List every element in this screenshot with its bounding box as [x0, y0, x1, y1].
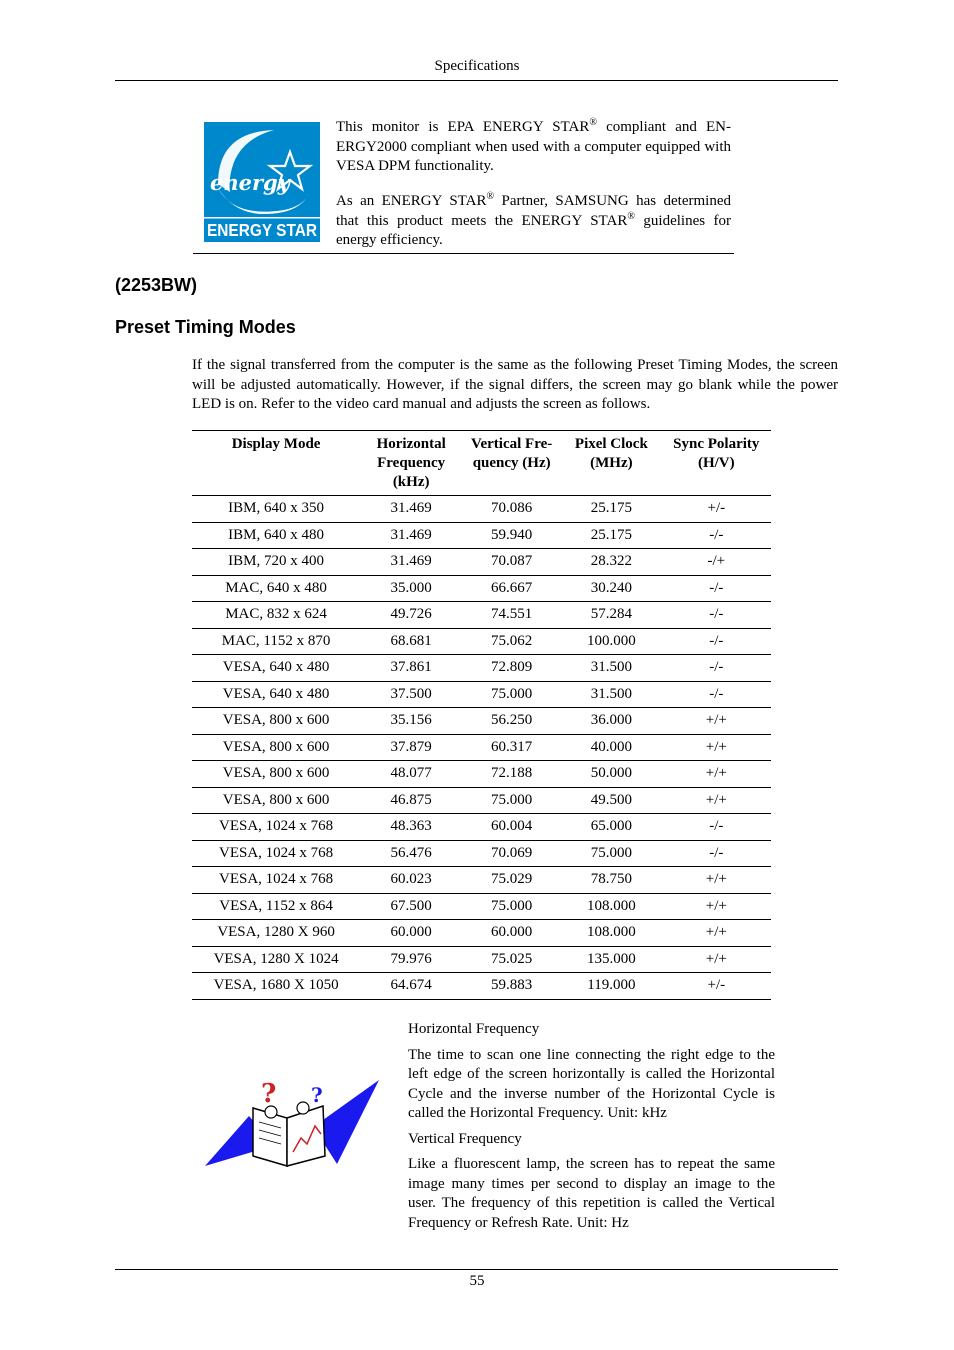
cell-vertical-frequency: 70.086: [462, 496, 561, 523]
cell-pixel-clock: 50.000: [561, 761, 661, 788]
cell-pixel-clock: 108.000: [561, 893, 661, 920]
header-pixel-clock: Pixel Clock (MHz): [561, 431, 661, 496]
cell-display-mode: VESA, 800 x 600: [192, 708, 360, 735]
cell-display-mode: VESA, 1680 X 1050: [192, 973, 360, 1000]
cell-pixel-clock: 31.500: [561, 655, 661, 682]
cell-pixel-clock: 49.500: [561, 787, 661, 814]
cell-horizontal-frequency: 37.500: [360, 681, 462, 708]
energy-script-word: energy: [210, 170, 290, 195]
cell-pixel-clock: 25.175: [561, 522, 661, 549]
cell-horizontal-frequency: 64.674: [360, 973, 462, 1000]
energy-star-para-1: This monitor is EPA ENERGY STAR® compliant and EN-ERGY2000 compliant when used with a computer equipped with VESA DPM functionality.: [336, 117, 731, 174]
cell-vertical-frequency: 70.087: [462, 549, 561, 576]
cell-horizontal-frequency: 60.000: [360, 920, 462, 947]
cell-vertical-frequency: 75.000: [462, 681, 561, 708]
table-body: [192, 496, 771, 1000]
header-title: Specifications: [434, 58, 520, 74]
cell-vertical-frequency: 72.809: [462, 655, 561, 682]
intro-paragraph: If the signal transferred from the computer is the same as the following Preset Timing Modes, the screen will be adjusted automatically. However, if the signal differs, the screen may go blank while the power LED is on. Refer to the video card manual and adjusts the screen as follows.: [192, 357, 838, 412]
cell-sync-polarity: +/+: [662, 920, 771, 947]
cell-horizontal-frequency: 49.726: [360, 602, 462, 629]
cell-display-mode: MAC, 640 x 480: [192, 575, 360, 602]
cell-horizontal-frequency: 56.476: [360, 840, 462, 867]
cell-sync-polarity: -/-: [662, 655, 771, 682]
cell-sync-polarity: +/+: [662, 708, 771, 735]
cell-sync-polarity: +/+: [662, 734, 771, 761]
svg-text:?: ?: [311, 1083, 323, 1107]
cell-pixel-clock: 108.000: [561, 920, 661, 947]
cell-pixel-clock: 100.000: [561, 628, 661, 655]
cell-vertical-frequency: 74.551: [462, 602, 561, 629]
cell-vertical-frequency: 66.667: [462, 575, 561, 602]
cell-horizontal-frequency: 48.077: [360, 761, 462, 788]
table-row: [192, 920, 771, 947]
cell-pixel-clock: 119.000: [561, 973, 661, 1000]
cell-pixel-clock: 31.500: [561, 681, 661, 708]
cell-display-mode: VESA, 640 x 480: [192, 655, 360, 682]
cell-sync-polarity: +/+: [662, 867, 771, 894]
question-book-icon: [203, 1078, 381, 1170]
header-sync-polarity: Sync Polarity (H/V): [662, 431, 771, 496]
header-horizontal-frequency: Horizontal Frequency (kHz): [360, 431, 462, 496]
cell-sync-polarity: -/-: [662, 575, 771, 602]
cell-display-mode: VESA, 1152 x 864: [192, 893, 360, 920]
cell-vertical-frequency: 59.940: [462, 522, 561, 549]
cell-sync-polarity: +/-: [662, 496, 771, 523]
cell-display-mode: VESA, 1024 x 768: [192, 814, 360, 841]
table-row: [192, 681, 771, 708]
cell-vertical-frequency: 60.317: [462, 734, 561, 761]
cell-pixel-clock: 78.750: [561, 867, 661, 894]
header-rule: [115, 80, 838, 81]
cell-sync-polarity: -/+: [662, 549, 771, 576]
cell-display-mode: IBM, 640 x 350: [192, 496, 360, 523]
cell-horizontal-frequency: 68.681: [360, 628, 462, 655]
cell-sync-polarity: -/-: [662, 628, 771, 655]
cell-pixel-clock: 28.322: [561, 549, 661, 576]
energy-star-logo: [204, 122, 320, 242]
cell-display-mode: VESA, 1280 X 1024: [192, 946, 360, 973]
table-row: [192, 655, 771, 682]
cell-sync-polarity: -/-: [662, 814, 771, 841]
energy-star-text-2: [336, 192, 731, 251]
energy-star-logo-graphic: [204, 122, 320, 242]
cell-horizontal-frequency: 79.976: [360, 946, 462, 973]
cell-pixel-clock: 65.000: [561, 814, 661, 841]
cell-display-mode: MAC, 832 x 624: [192, 602, 360, 629]
cell-pixel-clock: 75.000: [561, 840, 661, 867]
cell-horizontal-frequency: 37.861: [360, 655, 462, 682]
cell-display-mode: VESA, 1024 x 768: [192, 840, 360, 867]
energy-star-rule: [193, 253, 734, 254]
vertical-frequency-body: Like a fluorescent lamp, the screen has to repeat the same image many times per second to display an image to the user. The frequency of this repetition is called the Vertical Frequency or Refresh Rate. Unit: Hz: [408, 1156, 775, 1231]
cell-pixel-clock: 135.000: [561, 946, 661, 973]
table-row: [192, 787, 771, 814]
energy-star-text: [336, 118, 731, 177]
cell-horizontal-frequency: 35.156: [360, 708, 462, 735]
section-heading: Preset Timing Modes: [115, 317, 296, 337]
cell-vertical-frequency: 75.025: [462, 946, 561, 973]
cell-horizontal-frequency: 35.000: [360, 575, 462, 602]
header-display-mode: Display Mode: [192, 431, 360, 496]
cell-pixel-clock: 25.175: [561, 496, 661, 523]
cell-vertical-frequency: 75.000: [462, 893, 561, 920]
cell-sync-polarity: -/-: [662, 840, 771, 867]
table-row: [192, 973, 771, 1000]
cell-display-mode: MAC, 1152 x 870: [192, 628, 360, 655]
cell-display-mode: VESA, 1024 x 768: [192, 867, 360, 894]
cell-display-mode: VESA, 1280 X 960: [192, 920, 360, 947]
cell-pixel-clock: 57.284: [561, 602, 661, 629]
table-row: [192, 522, 771, 549]
table-row: [192, 628, 771, 655]
cell-horizontal-frequency: 37.879: [360, 734, 462, 761]
footer-rule: [115, 1269, 838, 1270]
table-row: [192, 893, 771, 920]
cell-vertical-frequency: 59.883: [462, 973, 561, 1000]
table-row: [192, 496, 771, 523]
cell-horizontal-frequency: 48.363: [360, 814, 462, 841]
cell-display-mode: IBM, 720 x 400: [192, 549, 360, 576]
cell-display-mode: VESA, 800 x 600: [192, 787, 360, 814]
cell-sync-polarity: -/-: [662, 602, 771, 629]
preset-timing-table: [192, 430, 771, 1000]
cell-display-mode: VESA, 800 x 600: [192, 734, 360, 761]
table-row: [192, 814, 771, 841]
table-row: [192, 602, 771, 629]
cell-vertical-frequency: 72.188: [462, 761, 561, 788]
cell-horizontal-frequency: 67.500: [360, 893, 462, 920]
page-number: 55: [469, 1273, 485, 1289]
cell-sync-polarity: +/+: [662, 893, 771, 920]
horizontal-frequency-title: Horizontal Frequency: [408, 1021, 540, 1037]
cell-vertical-frequency: 60.000: [462, 920, 561, 947]
table-row: [192, 840, 771, 867]
cell-display-mode: VESA, 800 x 600: [192, 761, 360, 788]
cell-vertical-frequency: 75.000: [462, 787, 561, 814]
cell-vertical-frequency: 75.029: [462, 867, 561, 894]
model-heading: (2253BW): [115, 275, 198, 295]
cell-vertical-frequency: 75.062: [462, 628, 561, 655]
cell-vertical-frequency: 56.250: [462, 708, 561, 735]
energy-star-label: ENERGY STAR: [207, 220, 318, 240]
cell-horizontal-frequency: 60.023: [360, 867, 462, 894]
cell-sync-polarity: -/-: [662, 522, 771, 549]
cell-horizontal-frequency: 31.469: [360, 549, 462, 576]
cell-sync-polarity: -/-: [662, 681, 771, 708]
cell-pixel-clock: 40.000: [561, 734, 661, 761]
table-row: [192, 761, 771, 788]
cell-sync-polarity: +/-: [662, 973, 771, 1000]
cell-horizontal-frequency: 31.469: [360, 496, 462, 523]
table-row: [192, 867, 771, 894]
table-header-row: [192, 431, 771, 496]
horizontal-frequency-body: The time to scan one line connecting the right edge to the left edge of the screen horizontally is called the Horizontal Cycle and the inverse number of the Horizontal Cycle is called the Horizontal Frequency. Unit: kHz: [408, 1046, 775, 1121]
table-row: [192, 708, 771, 735]
table-row: [192, 549, 771, 576]
header-vertical-frequency: Vertical Fre- quency (Hz): [462, 431, 561, 496]
cell-display-mode: VESA, 640 x 480: [192, 681, 360, 708]
vertical-frequency-title: Vertical Frequency: [408, 1130, 522, 1147]
table-row: [192, 575, 771, 602]
cell-sync-polarity: +/+: [662, 761, 771, 788]
cell-sync-polarity: +/+: [662, 946, 771, 973]
cell-pixel-clock: 30.240: [561, 575, 661, 602]
cell-horizontal-frequency: 31.469: [360, 522, 462, 549]
cell-vertical-frequency: 70.069: [462, 840, 561, 867]
cell-horizontal-frequency: 46.875: [360, 787, 462, 814]
cell-sync-polarity: +/+: [662, 787, 771, 814]
table-row: [192, 946, 771, 973]
cell-pixel-clock: 36.000: [561, 708, 661, 735]
table-row: [192, 734, 771, 761]
cell-display-mode: IBM, 640 x 480: [192, 522, 360, 549]
glossary: [408, 1020, 775, 1239]
svg-text:?: ?: [261, 1079, 277, 1109]
cell-vertical-frequency: 60.004: [462, 814, 561, 841]
energy-star-para-2: As an ENERGY STAR® Partner, SAMSUNG has determined that this product meets the ENERGY STAR® guidelines for energy efficiency.: [336, 191, 731, 248]
